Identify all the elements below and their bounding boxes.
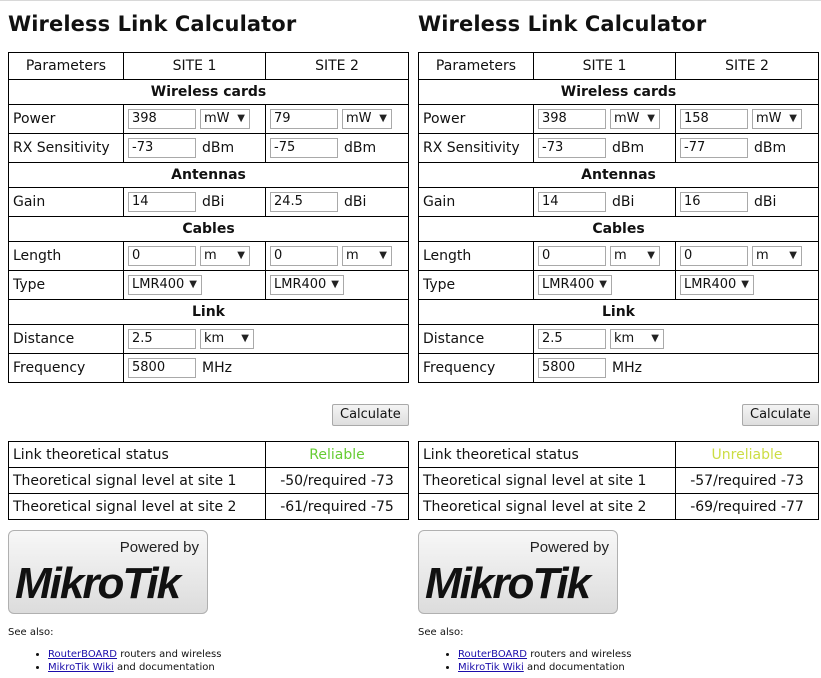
label-gain: Gain [419, 188, 534, 217]
parameters-table [418, 52, 819, 383]
chevron-down-icon: ▼ [647, 113, 655, 124]
mikrotik-logo[interactable] [8, 530, 208, 614]
site1-rx-input[interactable]: -73 [128, 138, 196, 158]
signal-site1-label: Theoretical signal level at site 1 [9, 468, 266, 494]
site2-power-input[interactable]: 79 [270, 109, 338, 129]
chevron-down-icon: ▼ [741, 279, 749, 290]
site2-length-unit-select[interactable]: m ▼ [342, 246, 392, 266]
unit-dbi: dBi [202, 194, 225, 210]
header-site2: SITE 2 [676, 53, 819, 80]
powered-by-text: Powered by [119, 539, 199, 556]
header-site1: SITE 1 [534, 53, 676, 80]
site1-power-unit-select[interactable]: mW ▼ [610, 109, 660, 129]
header-site1: SITE 1 [124, 53, 266, 80]
chevron-down-icon: ▼ [599, 279, 607, 290]
unit-dbm: dBm [202, 140, 235, 156]
site1-power-input[interactable]: 398 [128, 109, 196, 129]
unit-mhz: MHz [202, 360, 232, 376]
status-value: Unreliable [676, 442, 819, 468]
unit-dbi: dBi [344, 194, 367, 210]
frequency-input[interactable]: 5800 [128, 358, 196, 378]
frequency-input[interactable]: 5800 [538, 358, 606, 378]
chevron-down-icon: ▼ [647, 250, 655, 261]
chevron-down-icon: ▼ [789, 250, 797, 261]
site1-power-input[interactable]: 398 [538, 109, 606, 129]
page-title: Wireless Link Calculator [8, 12, 297, 36]
site2-power-unit-select[interactable]: mW ▼ [752, 109, 802, 129]
site1-power-unit-select[interactable]: mW ▼ [200, 109, 250, 129]
site2-power-input[interactable]: 158 [680, 109, 748, 129]
label-type: Type [9, 271, 124, 300]
label-rx-sensitivity: RX Sensitivity [419, 134, 534, 163]
section-link: Link [419, 300, 819, 325]
status-value: Reliable [266, 442, 409, 468]
site2-length-input[interactable]: 0 [270, 246, 338, 266]
distance-input[interactable]: 2.5 [128, 329, 196, 349]
site1-cable-type-select[interactable]: LMR400 ▼ [128, 275, 202, 295]
list-item: • MikroTik Wiki and documentation [48, 661, 221, 674]
label-gain: Gain [9, 188, 124, 217]
chevron-down-icon: ▼ [651, 333, 659, 344]
chevron-down-icon: ▼ [331, 279, 339, 290]
see-also-label: See also: [418, 627, 464, 638]
section-antennas: Antennas [419, 163, 819, 188]
site2-gain-input[interactable]: 16 [680, 192, 748, 212]
chevron-down-icon: ▼ [379, 250, 387, 261]
site2-power-unit-select[interactable]: mW ▼ [342, 109, 392, 129]
signal-site2-value: -61/required -75 [266, 494, 409, 520]
calculate-button[interactable]: Calculate [332, 404, 409, 426]
chevron-down-icon: ▼ [241, 333, 249, 344]
header-site2: SITE 2 [266, 53, 409, 80]
site2-length-input[interactable]: 0 [680, 246, 748, 266]
site1-gain-input[interactable]: 14 [538, 192, 606, 212]
calculator-panel-right [418, 0, 818, 678]
signal-site1-label: Theoretical signal level at site 1 [419, 468, 676, 494]
section-antennas: Antennas [9, 163, 409, 188]
header-parameters: Parameters [9, 53, 124, 80]
site1-length-input[interactable]: 0 [538, 246, 606, 266]
section-cables: Cables [9, 217, 409, 242]
status-label: Link theoretical status [9, 442, 266, 468]
site1-gain-input[interactable]: 14 [128, 192, 196, 212]
unit-dbm: dBm [344, 140, 377, 156]
signal-site2-value: -69/required -77 [676, 494, 819, 520]
see-also-label: See also: [8, 627, 54, 638]
unit-dbm: dBm [612, 140, 645, 156]
status-label: Link theoretical status [419, 442, 676, 468]
list-item: • RouterBOARD routers and wireless [48, 648, 221, 661]
header-parameters: Parameters [419, 53, 534, 80]
mikrotik-brand-text: MikroTik [425, 559, 590, 608]
label-type: Type [419, 271, 534, 300]
site1-length-unit-select[interactable]: m ▼ [610, 246, 660, 266]
site1-length-unit-select[interactable]: m ▼ [200, 246, 250, 266]
label-distance: Distance [9, 325, 124, 354]
section-wireless-cards: Wireless cards [9, 80, 409, 105]
site2-rx-input[interactable]: -75 [270, 138, 338, 158]
mikrotik-brand-text: MikroTik [15, 559, 180, 608]
status-table [8, 441, 409, 520]
powered-by-text: Powered by [529, 539, 609, 556]
unit-dbi: dBi [754, 194, 777, 210]
routerboard-link[interactable]: RouterBOARD [48, 649, 118, 660]
calculator-panel-left [8, 0, 408, 678]
chevron-down-icon: ▼ [189, 279, 197, 290]
see-also-list [32, 648, 221, 674]
unit-dbi: dBi [612, 194, 635, 210]
status-table [418, 441, 819, 520]
site2-cable-type-select[interactable]: LMR400 ▼ [680, 275, 754, 295]
calculate-button[interactable]: Calculate [742, 404, 819, 426]
page-title: Wireless Link Calculator [418, 12, 707, 36]
chevron-down-icon: ▼ [789, 113, 797, 124]
label-power: Power [9, 105, 124, 134]
unit-mhz: MHz [612, 360, 642, 376]
mikrotik-wiki-link[interactable]: MikroTik Wiki [48, 662, 114, 673]
section-cables: Cables [419, 217, 819, 242]
label-length: Length [9, 242, 124, 271]
see-also-list [442, 648, 631, 674]
mikrotik-wiki-link[interactable]: MikroTik Wiki [458, 662, 524, 673]
label-power: Power [419, 105, 534, 134]
chevron-down-icon: ▼ [237, 250, 245, 261]
signal-site1-value: -57/required -73 [676, 468, 819, 494]
unit-dbm: dBm [754, 140, 787, 156]
label-distance: Distance [419, 325, 534, 354]
routerboard-link[interactable]: RouterBOARD [458, 649, 528, 660]
site1-rx-input[interactable]: -73 [538, 138, 606, 158]
distance-input[interactable]: 2.5 [538, 329, 606, 349]
section-wireless-cards: Wireless cards [419, 80, 819, 105]
label-frequency: Frequency [9, 354, 124, 383]
site2-rx-input[interactable]: -77 [680, 138, 748, 158]
chevron-down-icon: ▼ [237, 113, 245, 124]
site2-gain-input[interactable]: 24.5 [270, 192, 338, 212]
list-item: • RouterBOARD routers and wireless [458, 648, 631, 661]
signal-site1-value: -50/required -73 [266, 468, 409, 494]
label-frequency: Frequency [419, 354, 534, 383]
list-item: • MikroTik Wiki and documentation [458, 661, 631, 674]
parameters-table [8, 52, 409, 383]
mikrotik-logo[interactable] [418, 530, 618, 614]
site2-length-unit-select[interactable]: m ▼ [752, 246, 802, 266]
site1-length-input[interactable]: 0 [128, 246, 196, 266]
section-link: Link [9, 300, 409, 325]
site2-cable-type-select[interactable]: LMR400 ▼ [270, 275, 344, 295]
signal-site2-label: Theoretical signal level at site 2 [419, 494, 676, 520]
label-length: Length [419, 242, 534, 271]
signal-site2-label: Theoretical signal level at site 2 [9, 494, 266, 520]
label-rx-sensitivity: RX Sensitivity [9, 134, 124, 163]
distance-unit-select[interactable]: km ▼ [200, 329, 254, 349]
site1-cable-type-select[interactable]: LMR400 ▼ [538, 275, 612, 295]
chevron-down-icon: ▼ [379, 113, 387, 124]
distance-unit-select[interactable]: km ▼ [610, 329, 664, 349]
